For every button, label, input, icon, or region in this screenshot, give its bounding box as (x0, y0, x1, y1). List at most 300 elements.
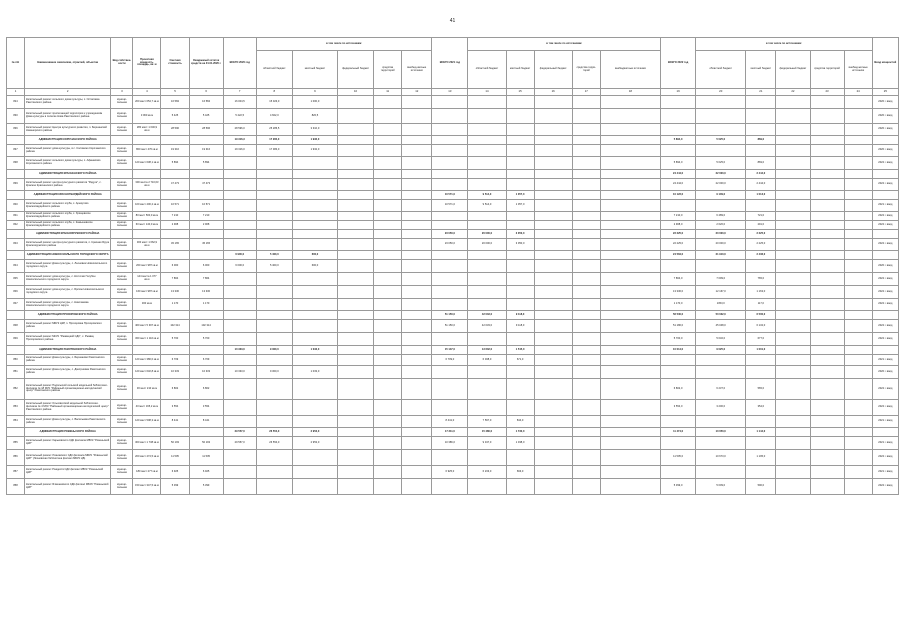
table-cell (572, 200, 600, 212)
table-cell: муници-пальная (111, 221, 133, 230)
table-cell (600, 379, 660, 400)
table-cell (600, 251, 660, 260)
table-cell (776, 400, 810, 416)
table-cell (374, 179, 402, 191)
table-cell (872, 230, 898, 239)
table-cell: 60 мест 140,0 кв.м (133, 221, 161, 230)
table-cell: 16 004,5 (223, 96, 256, 109)
table-cell (506, 366, 534, 379)
row-name-cell: Капитальный ремонт МБУК ЦКР, п. Прохоровка Прохоровского района (25, 320, 111, 333)
table-cell (223, 299, 256, 311)
table-cell (810, 333, 844, 346)
col-federal-2021: федеральный бюджет (534, 51, 572, 89)
table-cell (534, 109, 572, 124)
table-cell (534, 450, 572, 466)
table-cell (338, 311, 374, 320)
column-number: 14 (468, 89, 506, 96)
table-cell: 2 444,0 (746, 179, 776, 191)
table-cell (776, 320, 810, 333)
table-cell: 1 170,0 (661, 299, 696, 311)
table-cell: 120 мест 508,3 кв.м (133, 416, 161, 428)
table-cell (402, 466, 432, 479)
table-cell (402, 299, 432, 311)
row-number-cell (7, 251, 25, 260)
table-cell (402, 333, 432, 346)
table-cell (844, 346, 872, 355)
row-number-cell: 837 (7, 145, 25, 157)
table-cell (374, 230, 402, 239)
table-cell: 1 033,0 (292, 346, 337, 355)
table-cell: 765,0 (746, 273, 776, 286)
table-cell (468, 333, 506, 346)
table-cell (776, 179, 810, 191)
row-number-cell (7, 170, 25, 179)
table-cell (432, 479, 468, 495)
table-cell (776, 437, 810, 450)
table-cell (402, 320, 432, 333)
table-cell (661, 96, 696, 109)
table-cell (572, 479, 600, 495)
table-cell (374, 96, 402, 109)
table-cell (600, 366, 660, 379)
table-cell (696, 355, 746, 366)
table-cell: 2 908 (189, 221, 223, 230)
table-cell (844, 450, 872, 466)
table-row (7, 200, 899, 212)
row-number-cell (7, 136, 25, 145)
table-cell (468, 479, 506, 495)
table-cell (534, 145, 572, 157)
table-cell (292, 221, 337, 230)
col-offbudget-2020: внебюд-жетные источники (402, 51, 432, 89)
col-oblast-2021: областной бюджет (468, 51, 506, 89)
table-cell (402, 366, 432, 379)
table-cell (402, 230, 432, 239)
row-name-cell: Капитальный ремонт Ячменевского СДК филиал МБУК "Ровеньский ЦКР" (25, 479, 111, 495)
table-cell (338, 346, 374, 355)
table-cell: муници-пальная (111, 273, 133, 286)
table-cell: 3 310,0 (292, 124, 337, 136)
table-cell: 80 мест 500,0 кв.м (133, 212, 161, 221)
table-cell (534, 200, 572, 212)
table-cell (534, 428, 572, 437)
table-cell (256, 466, 292, 479)
col-total-2022-header: ВСЕГО 2022 год (661, 38, 696, 89)
table-cell (223, 400, 256, 416)
table-cell: 300 мест 1 116 кв.м (133, 333, 161, 346)
table-cell: муници-пальная (111, 239, 133, 251)
table-cell: 1 732,0 (506, 428, 534, 437)
table-cell: 150 мест 347,5 кв.м (133, 479, 161, 495)
table-cell (161, 311, 189, 320)
table-cell: 844,0 (506, 416, 534, 428)
table-cell: 100 мест 400,2 кв.м (133, 200, 161, 212)
table-cell (402, 273, 432, 286)
table-cell: 2022 г. ввод (872, 400, 898, 416)
table-cell: 5 894 (189, 157, 223, 170)
table-cell: 3 554 (161, 400, 189, 416)
table-cell (338, 320, 374, 333)
table-cell (776, 191, 810, 200)
table-cell (111, 251, 133, 260)
table-cell (844, 239, 872, 251)
table-row (7, 333, 899, 346)
table-cell (600, 286, 660, 299)
table-cell (696, 124, 746, 136)
table-cell (223, 170, 256, 179)
table-cell (776, 239, 810, 251)
row-name-cell: Капитальный ремонт дома культуры, с. Косточки Голубин Новооскольского городского округа (25, 273, 111, 286)
col-capacity-header: Проектная мощность, площадь, кв. м (133, 38, 161, 89)
table-cell (133, 230, 161, 239)
table-cell: 2 225,0 (746, 230, 776, 239)
table-cell: 10 673,0 (696, 450, 746, 466)
table-row (7, 416, 899, 428)
table-cell (572, 299, 600, 311)
table-cell (111, 428, 133, 437)
table-cell (338, 379, 374, 400)
table-cell: 20 000,0 (696, 230, 746, 239)
row-number-cell: 847 (7, 299, 25, 311)
column-number: 15 (506, 89, 534, 96)
column-number: 19 (661, 89, 696, 96)
table-cell: муници-пальная (111, 124, 133, 136)
table-cell (844, 157, 872, 170)
table-cell (133, 170, 161, 179)
table-cell (696, 145, 746, 157)
table-row (7, 260, 899, 273)
table-row (7, 355, 899, 366)
table-cell (189, 230, 223, 239)
row-number-cell (7, 311, 25, 320)
table-cell: 2 620,0 (696, 221, 746, 230)
table-cell (256, 320, 292, 333)
row-name-cell: Капитальный ремонт сельского дома культуры, с. Афанасово Корочанского района (25, 157, 111, 170)
row-number-cell: 836 (7, 124, 25, 136)
table-cell (338, 400, 374, 416)
row-name-cell: АДМИНИСТРАЦИЯ КРАСНОГВАРДЕЙСКОГО РАЙОНА (25, 191, 111, 200)
table-cell: 24 444,0 (661, 179, 696, 191)
table-cell: 10 571 (161, 200, 189, 212)
table-cell: 22 000,0 (696, 179, 746, 191)
table-cell: 820,5 (292, 109, 337, 124)
table-cell (810, 145, 844, 157)
table-cell (746, 109, 776, 124)
table-cell (600, 437, 660, 450)
table-cell (534, 400, 572, 416)
table-cell: 721,0 (746, 212, 776, 221)
table-cell: 51 150,0 (432, 320, 468, 333)
table-cell: 5 009,0 (696, 479, 746, 495)
table-cell (292, 191, 337, 200)
table-cell (432, 124, 468, 136)
row-name-cell: Капитальный ремонт Дома культуры, с. Васильевка Ракитянского района (25, 416, 111, 428)
table-cell: муници-пальная (111, 96, 133, 109)
table-cell: 2 436,0 (746, 251, 776, 260)
column-number: 16 (534, 89, 572, 96)
table-cell (256, 273, 292, 286)
table-row (7, 273, 899, 286)
table-cell (844, 311, 872, 320)
table-cell (402, 221, 432, 230)
table-cell: 3 200,0 (696, 400, 746, 416)
table-cell (338, 179, 374, 191)
table-cell (572, 320, 600, 333)
table-cell: 10 014,0 (661, 346, 696, 355)
column-number: 10 (338, 89, 374, 96)
table-cell: 2021 г. ввод (872, 437, 898, 450)
table-cell: муници-пальная (111, 145, 133, 157)
table-cell (338, 170, 374, 179)
table-cell (468, 96, 506, 109)
table-cell (600, 212, 660, 221)
table-cell (661, 416, 696, 428)
table-cell: 120 мест 380,0 кв.м (133, 355, 161, 366)
table-cell (432, 273, 468, 286)
row-name-cell: Капитальный ремонт дома культуры, с. Ярское Новооскольского городского округа (25, 286, 111, 299)
table-cell (572, 416, 600, 428)
table-cell (506, 286, 534, 299)
table-cell: 2022 г. ввод (872, 273, 898, 286)
column-number: 11 (374, 89, 402, 96)
section-header-row (7, 170, 899, 179)
table-row (7, 286, 899, 299)
table-cell: муници-пальная (111, 333, 133, 346)
table-cell (844, 136, 872, 145)
table-row (7, 145, 899, 157)
table-cell (844, 109, 872, 124)
column-number: 7 (223, 89, 256, 96)
table-cell: 671,0 (506, 355, 534, 366)
table-cell (223, 230, 256, 239)
table-cell: 300 мест 1 738 кв.м (133, 437, 161, 450)
row-number-cell: 858 (7, 479, 25, 495)
table-cell (256, 311, 292, 320)
table-cell (844, 179, 872, 191)
table-cell (338, 124, 374, 136)
col-federal-2020: федеральный бюджет (338, 51, 374, 89)
table-cell (374, 191, 402, 200)
table-cell (696, 260, 746, 273)
row-name-cell: Капитальный ремонт Ольховатской модельной библиотеки-филиала № 4 МУК "Районный организационно-методический центр" Ракитянского района (25, 400, 111, 416)
table-cell: 10 333 (189, 366, 223, 379)
table-cell (223, 320, 256, 333)
table-cell: 17 384,0 (256, 145, 292, 157)
table-cell (600, 299, 660, 311)
table-cell: муници-пальная (111, 450, 133, 466)
row-number-cell (7, 191, 25, 200)
table-cell (844, 170, 872, 179)
table-row (7, 479, 899, 495)
table-cell (374, 450, 402, 466)
table-cell (256, 355, 292, 366)
table-cell (256, 179, 292, 191)
table-cell: 2022 г. ввод (872, 286, 898, 299)
table-cell (374, 379, 402, 400)
table-cell: 2 953,0 (292, 437, 337, 450)
table-cell (572, 428, 600, 437)
table-cell: 677,0 (746, 333, 776, 346)
table-cell: 600,0 (292, 251, 337, 260)
table-cell (844, 251, 872, 260)
table-cell (133, 251, 161, 260)
table-cell (572, 191, 600, 200)
table-cell: 590,0 (746, 479, 776, 495)
table-cell: 50 193 (189, 437, 223, 450)
table-cell: 5 025,0 (696, 157, 746, 170)
table-cell: 1 170 (161, 299, 189, 311)
table-cell (468, 400, 506, 416)
table-cell (534, 273, 572, 286)
table-cell: 5 894,0 (661, 157, 696, 170)
table-cell (600, 124, 660, 136)
column-number: 8 (256, 89, 292, 96)
table-cell (223, 191, 256, 200)
table-cell (256, 333, 292, 346)
table-cell (600, 355, 660, 366)
table-cell (572, 437, 600, 450)
table-cell (338, 366, 374, 379)
table-cell (746, 96, 776, 109)
table-cell: 5 425 (189, 109, 223, 124)
table-row (7, 109, 899, 124)
table-cell (338, 230, 374, 239)
sources-2022-header: в том числе по источникам: (696, 38, 873, 51)
row-number-cell: 853 (7, 400, 25, 416)
column-number: 13 (432, 89, 468, 96)
table-row (7, 366, 899, 379)
table-cell (189, 251, 223, 260)
table-cell: 2022 г. ввод (872, 299, 898, 311)
table-row (7, 299, 899, 311)
table-cell (256, 157, 292, 170)
table-cell (338, 221, 374, 230)
row-name-cell: Капитальный ремонт сельского дома культуры, с. Остаповка Ракитянского района (25, 96, 111, 109)
table-cell (600, 450, 660, 466)
table-cell: 2022 г. ввод (872, 221, 898, 230)
row-number-cell (7, 230, 25, 239)
table-cell: 7 099,0 (696, 273, 746, 286)
table-cell (776, 286, 810, 299)
table-cell (810, 230, 844, 239)
table-cell: муници-пальная (111, 379, 133, 400)
table-cell: 3 050,0 (506, 239, 534, 251)
table-cell: 5 894,0 (661, 136, 696, 145)
table-cell: 2021 г. ввод (872, 416, 898, 428)
table-cell (374, 221, 402, 230)
table-cell (844, 145, 872, 157)
table-cell (534, 286, 572, 299)
col-ownership-header: Вид собствен-ности (111, 38, 133, 89)
sources-2020-header: в том числе по источникам: (256, 38, 432, 51)
row-name-cell: Капитальный ремонт Дома культуры, с. Леоновка Новооскольского городского округа (25, 260, 111, 273)
table-cell: 5 700 (189, 333, 223, 346)
table-cell (776, 124, 810, 136)
table-cell (600, 479, 660, 495)
table-cell (600, 428, 660, 437)
table-cell (661, 200, 696, 212)
table-cell (844, 273, 872, 286)
table-cell: 10 571,0 (432, 200, 468, 212)
table-cell: 2 444,0 (746, 170, 776, 179)
column-number: 24 (844, 89, 872, 96)
table-cell (189, 191, 223, 200)
table-cell (256, 286, 292, 299)
table-cell: 6 000 (189, 260, 223, 273)
col-territory-2022: средства территорий (810, 51, 844, 89)
table-cell (432, 260, 468, 273)
table-cell (844, 299, 872, 311)
col-territory-2021: средства терри-торий (572, 51, 600, 89)
table-cell: 22 225,0 (661, 239, 696, 251)
table-cell: муници-пальная (111, 179, 133, 191)
table-cell: 1 195,0 (746, 450, 776, 466)
row-number-cell: 830 (7, 109, 25, 124)
table-cell (432, 179, 468, 191)
table-cell (810, 311, 844, 320)
table-cell: 51 150,0 (432, 311, 468, 320)
table-cell: муници-пальная (111, 355, 133, 366)
section-header-row (7, 251, 899, 260)
table-cell: 6 500,0 (746, 311, 776, 320)
table-cell (661, 355, 696, 366)
table-cell: 6 132,0 (746, 320, 776, 333)
table-cell (810, 273, 844, 286)
table-cell (572, 346, 600, 355)
table-cell: 26 554,0 (256, 428, 292, 437)
table-cell: 2022 г. ввод (872, 179, 898, 191)
table-cell: 9 347,0 (468, 437, 506, 450)
table-cell (468, 299, 506, 311)
table-row (7, 96, 899, 109)
table-cell: 12 167,0 (696, 286, 746, 299)
table-cell (161, 170, 189, 179)
section-header-row (7, 311, 899, 320)
table-cell (506, 157, 534, 170)
col-total-2021-header: ВСЕГО 2021 год (432, 38, 468, 89)
table-cell (402, 379, 432, 400)
table-row (7, 239, 899, 251)
table-cell: 28 596 (161, 124, 189, 136)
table-cell: 56 530,0 (661, 311, 696, 320)
table-cell (844, 400, 872, 416)
table-cell: 2022 г. ввод (872, 212, 898, 221)
table-cell: 5 425 (161, 109, 189, 124)
table-cell: 6 237,0 (696, 379, 746, 400)
table-cell (189, 346, 223, 355)
row-name-cell: Капитальный ремонт дома культуры, в с. Соломино Корочанского района (25, 145, 111, 157)
table-cell (402, 136, 432, 145)
table-cell (468, 286, 506, 299)
table-cell (810, 366, 844, 379)
table-cell (432, 157, 468, 170)
table-cell (810, 450, 844, 466)
section-header-row (7, 346, 899, 355)
section-header-row (7, 428, 899, 437)
table-row (7, 437, 899, 450)
table-cell (292, 466, 337, 479)
table-cell: 3 554 (189, 400, 223, 416)
table-cell (402, 109, 432, 124)
table-cell: 7 210 (161, 212, 189, 221)
table-cell (374, 299, 402, 311)
table-cell (776, 230, 810, 239)
table-cell (338, 428, 374, 437)
table-cell: 5 399 (161, 479, 189, 495)
table-cell (338, 96, 374, 109)
table-cell (844, 191, 872, 200)
column-number: 18 (600, 89, 660, 96)
